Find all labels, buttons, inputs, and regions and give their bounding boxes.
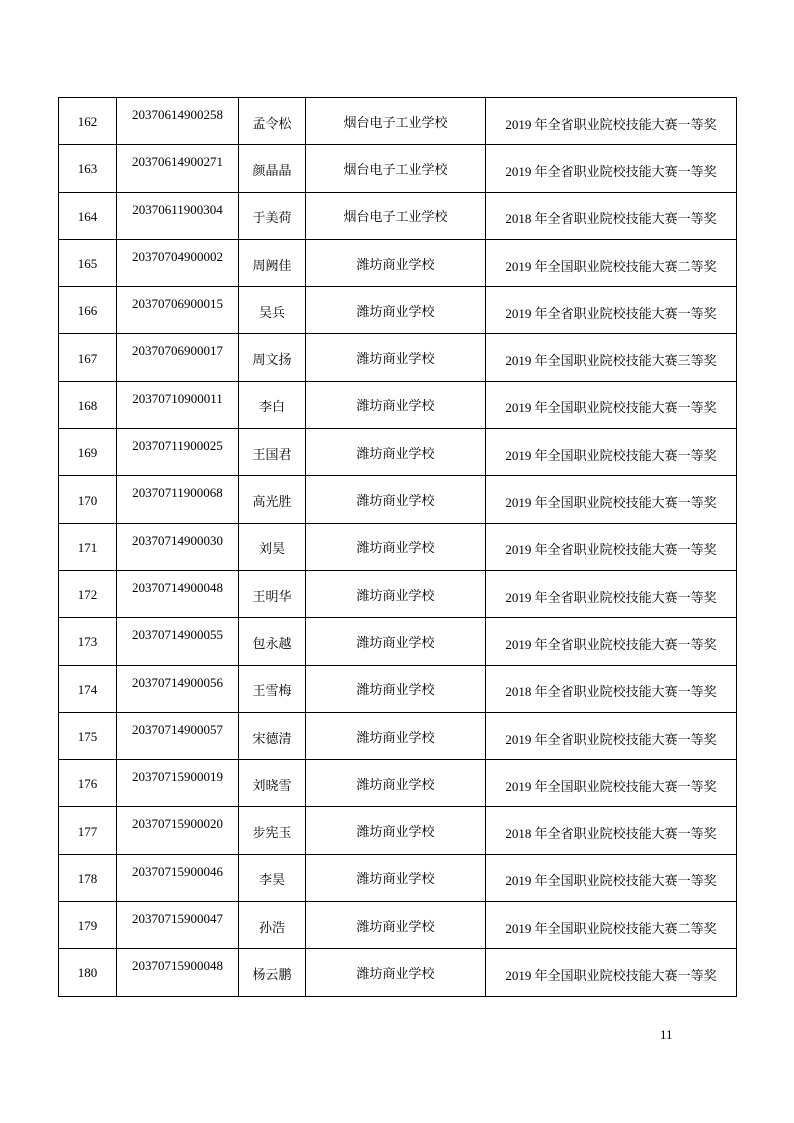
student-id-cell bbox=[117, 476, 239, 523]
school-name: 潍坊商业学校 bbox=[356, 256, 435, 272]
award-name-cell bbox=[486, 570, 737, 617]
school-name-cell bbox=[306, 760, 486, 807]
row-number: 174 bbox=[77, 681, 98, 697]
student-id-cell bbox=[117, 949, 239, 996]
table-row bbox=[59, 949, 737, 996]
row-number-cell bbox=[59, 429, 117, 476]
student-id: 20370715900048 bbox=[132, 958, 223, 974]
row-number-cell bbox=[59, 712, 117, 759]
row-number: 177 bbox=[77, 823, 98, 839]
student-name-cell bbox=[239, 902, 306, 949]
school-name: 烟台电子工业学校 bbox=[343, 209, 448, 225]
row-number: 168 bbox=[77, 397, 98, 413]
school-name-cell bbox=[306, 98, 486, 145]
award-name: 2019 年全国职业院校技能大赛三等奖 bbox=[505, 353, 717, 369]
row-number-cell bbox=[59, 287, 117, 334]
student-id-cell bbox=[117, 239, 239, 286]
award-name-cell bbox=[486, 902, 737, 949]
student-name-cell bbox=[239, 523, 306, 570]
awards-table-body bbox=[59, 98, 737, 997]
row-number: 170 bbox=[77, 492, 98, 508]
student-name-cell bbox=[239, 665, 306, 712]
award-name: 2019 年全省职业院校技能大赛一等奖 bbox=[505, 731, 717, 747]
student-name-cell bbox=[239, 618, 306, 665]
row-number: 167 bbox=[77, 350, 98, 366]
student-name: 李白 bbox=[258, 399, 285, 415]
school-name-cell bbox=[306, 949, 486, 996]
row-number: 163 bbox=[77, 161, 98, 177]
award-name-cell bbox=[486, 429, 737, 476]
award-name: 2018 年全省职业院校技能大赛一等奖 bbox=[505, 684, 717, 700]
row-number-cell bbox=[59, 665, 117, 712]
page-number: 11 bbox=[660, 1027, 673, 1042]
student-id-cell bbox=[117, 760, 239, 807]
student-id: 20370714900048 bbox=[132, 579, 223, 595]
award-name-cell bbox=[486, 381, 737, 428]
school-name-cell bbox=[306, 381, 486, 428]
student-name-cell bbox=[239, 760, 306, 807]
student-id-cell bbox=[117, 192, 239, 239]
row-number-cell bbox=[59, 949, 117, 996]
student-name: 吴兵 bbox=[258, 304, 285, 320]
school-name-cell bbox=[306, 665, 486, 712]
award-name-cell bbox=[486, 287, 737, 334]
school-name-cell bbox=[306, 239, 486, 286]
award-name-cell bbox=[486, 665, 737, 712]
row-number-cell bbox=[59, 98, 117, 145]
award-name: 2019 年全国职业院校技能大赛二等奖 bbox=[505, 258, 717, 274]
row-number-cell bbox=[59, 523, 117, 570]
table-row bbox=[59, 854, 737, 901]
student-name-cell bbox=[239, 854, 306, 901]
student-id-cell bbox=[117, 902, 239, 949]
row-number: 169 bbox=[77, 445, 98, 461]
student-id: 20370611900304 bbox=[132, 201, 223, 217]
school-name-cell bbox=[306, 429, 486, 476]
award-name: 2019 年全国职业院校技能大赛一等奖 bbox=[505, 778, 717, 794]
school-name-cell bbox=[306, 712, 486, 759]
row-number-cell bbox=[59, 192, 117, 239]
award-name-cell bbox=[486, 854, 737, 901]
awards-table bbox=[58, 97, 737, 997]
school-name-cell bbox=[306, 902, 486, 949]
student-id: 20370711900068 bbox=[132, 485, 223, 501]
student-name: 颜晶晶 bbox=[252, 162, 292, 178]
row-number: 178 bbox=[77, 870, 98, 886]
student-id-cell bbox=[117, 665, 239, 712]
student-id-cell bbox=[117, 712, 239, 759]
table-row bbox=[59, 760, 737, 807]
table-row bbox=[59, 192, 737, 239]
award-name-cell bbox=[486, 618, 737, 665]
award-name-cell bbox=[486, 239, 737, 286]
table-row bbox=[59, 145, 737, 192]
row-number-cell bbox=[59, 807, 117, 854]
row-number: 164 bbox=[77, 208, 98, 224]
row-number-cell bbox=[59, 760, 117, 807]
student-id-cell bbox=[117, 145, 239, 192]
award-name: 2019 年全省职业院校技能大赛一等奖 bbox=[505, 116, 717, 132]
student-name-cell bbox=[239, 712, 306, 759]
school-name: 潍坊商业学校 bbox=[356, 351, 435, 367]
student-name-cell bbox=[239, 98, 306, 145]
school-name: 潍坊商业学校 bbox=[356, 824, 435, 840]
student-name: 步宪玉 bbox=[252, 825, 292, 841]
student-id: 20370715900019 bbox=[132, 769, 223, 785]
student-name: 于美荷 bbox=[252, 210, 292, 226]
student-id-cell bbox=[117, 287, 239, 334]
student-id: 20370704900002 bbox=[132, 248, 223, 264]
student-name: 高光胜 bbox=[252, 494, 292, 510]
student-id: 20370715900020 bbox=[132, 816, 223, 832]
student-id: 20370715900046 bbox=[132, 863, 223, 879]
school-name: 潍坊商业学校 bbox=[356, 634, 435, 650]
student-name: 宋德清 bbox=[252, 730, 292, 746]
award-name: 2019 年全国职业院校技能大赛一等奖 bbox=[505, 873, 717, 889]
student-name: 李昊 bbox=[258, 872, 285, 888]
award-name: 2019 年全省职业院校技能大赛一等奖 bbox=[505, 542, 717, 558]
school-name: 潍坊商业学校 bbox=[356, 871, 435, 887]
student-id-cell bbox=[117, 334, 239, 381]
award-name: 2018 年全省职业院校技能大赛一等奖 bbox=[505, 211, 717, 227]
award-name-cell bbox=[486, 712, 737, 759]
award-name: 2019 年全国职业院校技能大赛一等奖 bbox=[505, 967, 717, 983]
student-name: 王明华 bbox=[252, 588, 292, 604]
school-name-cell bbox=[306, 334, 486, 381]
award-name-cell bbox=[486, 145, 737, 192]
row-number: 179 bbox=[77, 918, 98, 934]
row-number-cell bbox=[59, 476, 117, 523]
student-name-cell bbox=[239, 476, 306, 523]
row-number: 166 bbox=[77, 303, 98, 319]
student-id-cell bbox=[117, 429, 239, 476]
award-name-cell bbox=[486, 98, 737, 145]
student-name-cell bbox=[239, 192, 306, 239]
school-name-cell bbox=[306, 618, 486, 665]
school-name-cell bbox=[306, 145, 486, 192]
award-name-cell bbox=[486, 949, 737, 996]
student-id: 20370714900055 bbox=[132, 627, 223, 643]
school-name: 潍坊商业学校 bbox=[356, 729, 435, 745]
school-name-cell bbox=[306, 807, 486, 854]
row-number-cell bbox=[59, 854, 117, 901]
row-number: 173 bbox=[77, 634, 98, 650]
school-name-cell bbox=[306, 523, 486, 570]
student-id: 20370714900057 bbox=[132, 721, 223, 737]
school-name: 烟台电子工业学校 bbox=[343, 161, 448, 177]
row-number: 165 bbox=[77, 256, 98, 272]
award-name: 2019 年全国职业院校技能大赛一等奖 bbox=[505, 447, 717, 463]
table-row bbox=[59, 239, 737, 286]
school-name: 烟台电子工业学校 bbox=[343, 114, 448, 130]
student-name-cell bbox=[239, 949, 306, 996]
row-number-cell bbox=[59, 334, 117, 381]
student-name-cell bbox=[239, 381, 306, 428]
award-name-cell bbox=[486, 192, 737, 239]
row-number: 176 bbox=[77, 776, 98, 792]
award-name: 2019 年全国职业院校技能大赛一等奖 bbox=[505, 495, 717, 511]
table-row bbox=[59, 902, 737, 949]
student-id: 20370714900030 bbox=[132, 532, 223, 548]
award-name-cell bbox=[486, 807, 737, 854]
student-name-cell bbox=[239, 807, 306, 854]
award-name-cell bbox=[486, 334, 737, 381]
award-name: 2019 年全省职业院校技能大赛一等奖 bbox=[505, 589, 717, 605]
school-name: 潍坊商业学校 bbox=[356, 398, 435, 414]
award-name: 2019 年全省职业院校技能大赛一等奖 bbox=[505, 163, 717, 179]
student-name: 王雪梅 bbox=[252, 683, 292, 699]
award-name: 2019 年全国职业院校技能大赛二等奖 bbox=[505, 920, 717, 936]
row-number-cell bbox=[59, 902, 117, 949]
school-name-cell bbox=[306, 570, 486, 617]
student-id-cell bbox=[117, 98, 239, 145]
school-name-cell bbox=[306, 476, 486, 523]
student-name: 刘晓雪 bbox=[252, 777, 292, 793]
table-row bbox=[59, 523, 737, 570]
school-name: 潍坊商业学校 bbox=[356, 587, 435, 603]
school-name-cell bbox=[306, 192, 486, 239]
award-name: 2019 年全国职业院校技能大赛一等奖 bbox=[505, 400, 717, 416]
student-name: 王国君 bbox=[252, 446, 292, 462]
student-id: 20370706900017 bbox=[132, 343, 223, 359]
row-number-cell bbox=[59, 239, 117, 286]
student-id: 20370714900056 bbox=[132, 674, 223, 690]
student-id: 20370614900258 bbox=[132, 107, 223, 122]
table-row bbox=[59, 287, 737, 334]
row-number-cell bbox=[59, 381, 117, 428]
student-name-cell bbox=[239, 429, 306, 476]
student-name-cell bbox=[239, 334, 306, 381]
student-name: 刘昊 bbox=[258, 541, 285, 557]
school-name: 潍坊商业学校 bbox=[356, 540, 435, 556]
school-name: 潍坊商业学校 bbox=[356, 493, 435, 509]
school-name: 潍坊商业学校 bbox=[356, 682, 435, 698]
table-row bbox=[59, 381, 737, 428]
award-name-cell bbox=[486, 760, 737, 807]
table-row bbox=[59, 618, 737, 665]
school-name-cell bbox=[306, 854, 486, 901]
student-id-cell bbox=[117, 854, 239, 901]
school-name-cell bbox=[306, 287, 486, 334]
table-row bbox=[59, 712, 737, 759]
row-number: 175 bbox=[77, 729, 98, 744]
row-number-cell bbox=[59, 570, 117, 617]
student-id: 20370710900011 bbox=[132, 390, 223, 406]
student-name-cell bbox=[239, 239, 306, 286]
student-name: 包永越 bbox=[252, 635, 292, 651]
student-id: 20370715900047 bbox=[132, 911, 223, 927]
table-row bbox=[59, 334, 737, 381]
award-name-cell bbox=[486, 476, 737, 523]
table-row bbox=[59, 98, 737, 145]
school-name: 潍坊商业学校 bbox=[356, 303, 435, 319]
school-name: 潍坊商业学校 bbox=[356, 445, 435, 461]
student-id-cell bbox=[117, 381, 239, 428]
table-row bbox=[59, 476, 737, 523]
student-name-cell bbox=[239, 570, 306, 617]
student-name: 孟令松 bbox=[252, 115, 292, 131]
row-number: 162 bbox=[77, 114, 98, 130]
student-name: 孙浩 bbox=[258, 919, 285, 935]
award-name: 2019 年全省职业院校技能大赛一等奖 bbox=[505, 305, 717, 321]
student-id-cell bbox=[117, 570, 239, 617]
school-name: 潍坊商业学校 bbox=[356, 965, 435, 981]
school-name: 潍坊商业学校 bbox=[356, 918, 435, 934]
school-name: 潍坊商业学校 bbox=[356, 776, 435, 792]
student-id-cell bbox=[117, 618, 239, 665]
row-number-cell bbox=[59, 145, 117, 192]
row-number: 180 bbox=[77, 965, 98, 981]
table-row bbox=[59, 807, 737, 854]
table-row bbox=[59, 429, 737, 476]
student-id: 20370706900015 bbox=[132, 296, 223, 312]
student-name: 杨云鹏 bbox=[252, 966, 292, 982]
award-name-cell bbox=[486, 523, 737, 570]
row-number: 171 bbox=[77, 539, 98, 555]
student-name: 周阙佳 bbox=[252, 257, 292, 273]
student-id: 20370614900271 bbox=[132, 154, 223, 170]
student-id-cell bbox=[117, 807, 239, 854]
student-id: 20370711900025 bbox=[132, 438, 223, 454]
student-name-cell bbox=[239, 287, 306, 334]
student-name: 周文扬 bbox=[252, 352, 292, 368]
table-row bbox=[59, 570, 737, 617]
table-row bbox=[59, 665, 737, 712]
student-name-cell bbox=[239, 145, 306, 192]
student-id-cell bbox=[117, 523, 239, 570]
row-number-cell bbox=[59, 618, 117, 665]
row-number: 172 bbox=[77, 587, 98, 603]
award-name: 2018 年全省职业院校技能大赛一等奖 bbox=[505, 826, 717, 842]
award-name: 2019 年全省职业院校技能大赛一等奖 bbox=[505, 636, 717, 652]
